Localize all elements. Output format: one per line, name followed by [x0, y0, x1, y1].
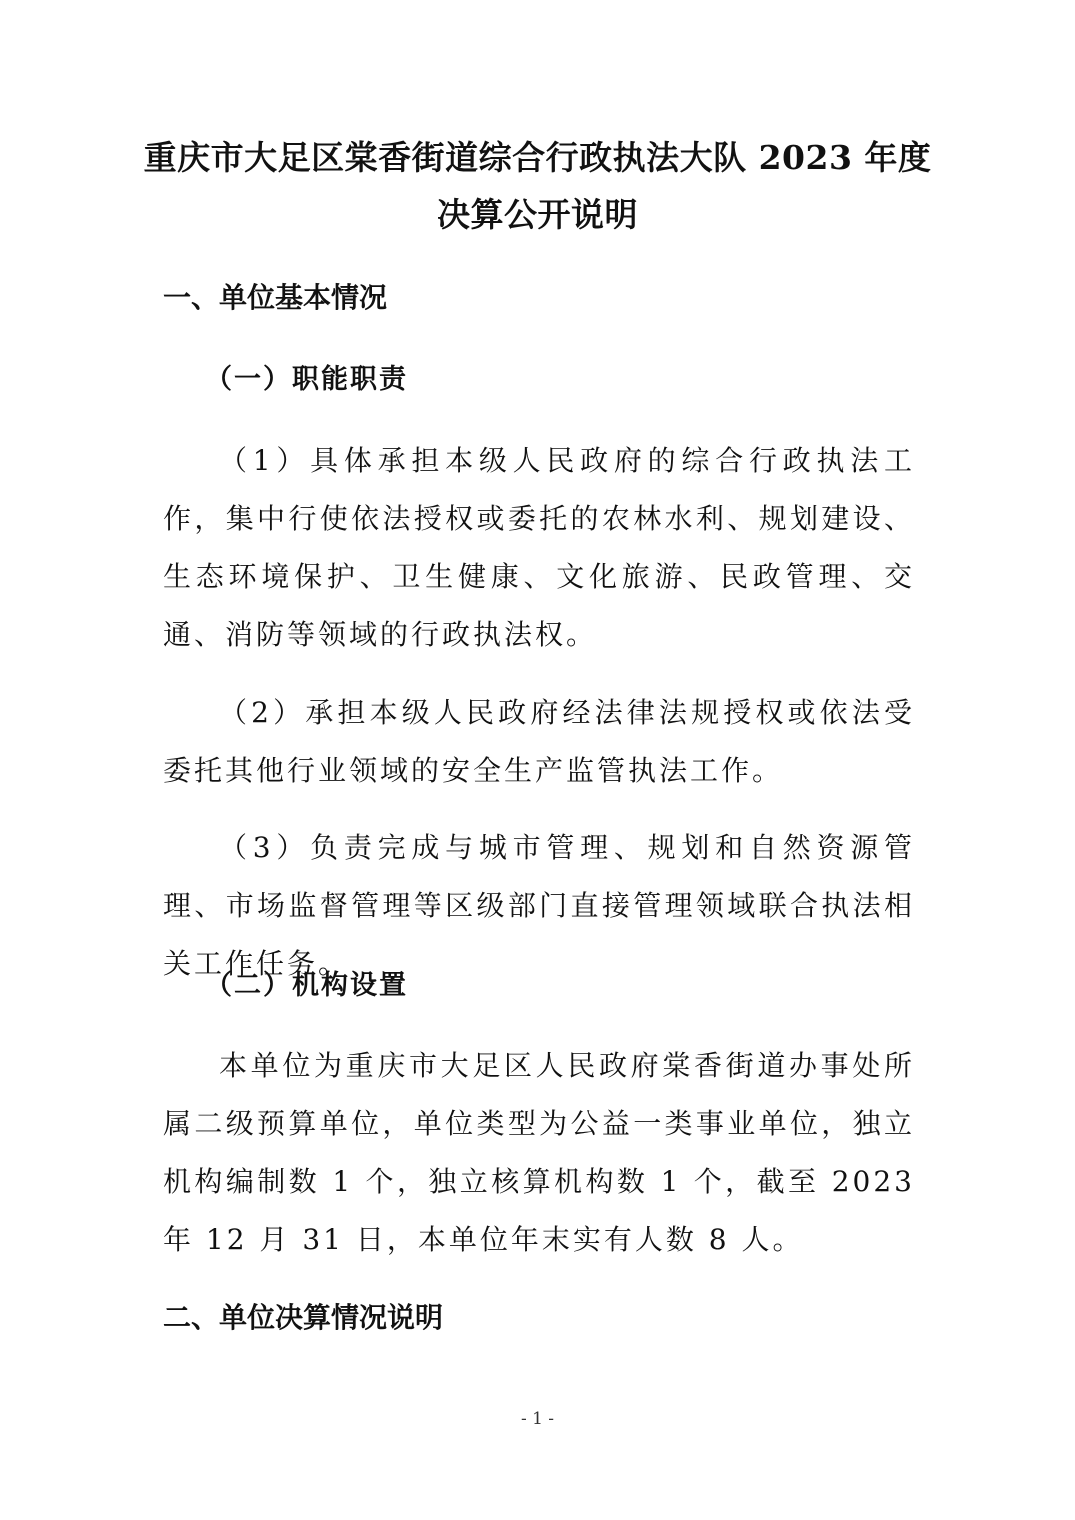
duties-paragraph-3: （3）负责完成与城市管理、规划和自然资源管理、市场监督管理等区级部门直接管理领域联合执法相关工作任务。 — [163, 831, 915, 980]
duties-paragraph-2: （2）承担本级人民政府经法律法规授权或依法受委托其他行业领域的安全生产监管执法工作。 — [163, 696, 915, 787]
organization-paragraph: 本单位为重庆市大足区人民政府棠香街道办事处所属二级预算单位，单位类型为公益一类事业单位，独立机构编制数 1 个，独立核算机构数 1 个，截至 2023 年 12 月 31 日，本单位年末实有人数 8 人。 — [163, 1049, 915, 1256]
section-heading-unit-basic-info: 一、单位基本情况 — [163, 281, 388, 314]
page-number: - 1 - — [520, 1409, 555, 1429]
document-title-line2: 决算公开说明 — [437, 195, 638, 234]
subsection-heading-organization: （二）机构设置 — [205, 970, 408, 1001]
duties-paragraph-1: （1）具体承担本级人民政府的综合行政执法工作，集中行使依法授权或委托的农林水利、规划建设、生态环境保护、卫生健康、文化旅游、民政管理、交通、消防等领域的行政执法权。 — [163, 444, 915, 651]
subsection-heading-duties: （一）职能职责 — [205, 364, 408, 395]
document-title-line1: 重庆市大足区棠香街道综合行政执法大队 2023 年度 — [143, 138, 932, 177]
section-heading-final-accounts: 二、单位决算情况说明 — [163, 1301, 444, 1334]
